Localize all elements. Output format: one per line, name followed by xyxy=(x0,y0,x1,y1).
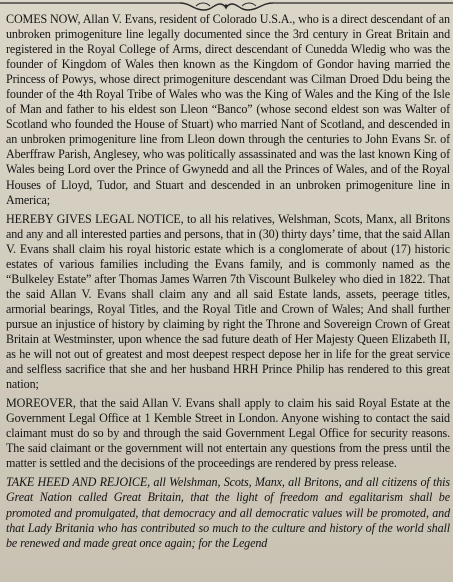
legal-notice-text xyxy=(6,12,450,555)
paragraph-lead: HEREBY GIVES LEGAL NOTICE, xyxy=(6,211,184,226)
page-bottom-fade xyxy=(0,576,453,582)
paragraph-body: to all his relatives, Welshman, Scots, Manx, all Britons and any and all interested parties and persons, that in (30) thirty days’ time, that the said Allan V. Evans shall claim his royal historic estate which is a conglomerate of about (17) historic estates of various families including the Evans family, and is commonly named as the “Bulkeley Estate” after Thomas James Warren 7th Viscount Bulkeley who died in 1822. That the said Allan V. Evans shall claim any and all said Estate lands, assets, peerage titles, armorial bearings, Royal Titles, and the Royal Title and Crown of Wales; And shall further pursue an injustice of history by claiming by right the Throne and Sovereign Crown of Great Britain at Westminster, upon whence the sad future death of Her Majesty Queen Elizabeth II, as he will not out of greatest and most deepest respect depose her in life for the great service and selfless sacrifice that she and her husband HRH Prince Philip has rendered to this great nation; xyxy=(6,211,450,392)
paragraph-body: all Welshman, Scots, Manx, all Britons, and all citizens of this Great Nation called Great Britain, that the light of freedom and egalitarism shall be promoted and promulgated, that democracy and all democratic values will be promoted, and that Lady Britania who has contributed so much to the culture and history of the world shall be renewed and made great once again; for the Legend xyxy=(6,475,450,550)
paragraph-comes-now xyxy=(6,12,450,208)
paragraph-lead: TAKE HEED AND REJOICE, xyxy=(6,475,151,490)
paragraph-take-heed-and-rejoice xyxy=(6,475,450,550)
paragraph-body: that the said Allan V. Evans shall apply to claim his said Royal Estate at the Government Legal Office at 1 Kemble Street in London. Anyone wishing to contact the said claimant must do so by and through the said Government Legal Office for security reasons. The said claimant or the government will not entertain any questions from the press until the matter is settled and the decisions of the proceedings are rendered by press release. xyxy=(6,396,450,471)
paragraph-moreover xyxy=(6,396,450,471)
paragraph-body: Allan V. Evans, resident of Colorado U.S.A., who is a direct descendant of an unbroken primogeniture line legally documented since the 3rd century in Great Britain and registered in the Royal College of Arms, direct descendant of Cunedda Wledig who was the founder of Kingdom of Wales then known as the Kingdom of Gondor having married the Princess of Powys, whose direct primogeniture descendant was Cilman Droed Ddu being the founder of the 4th Royal Tribe of Wales who was the King of Wales and the King of the Isle of Man and father to his eldest son Lleon “Banco” (whose second eldest son was Walter of Scotland who founded the House of Stuart) who married Nant of Scotland, and descended in an unbroken primogeniture line from Lleon down through the centuries to John Evans Sr. of Aberffraw Parish, Anglesey, who was politically assassinated and was the last known King of Wales being Lord over the Prince of Gwynedd and all the Princes of Wales, and of the Royal Houses of Lloyd, Tudor, and Stuart and descended in an unbroken primogeniture line in America; xyxy=(6,12,450,207)
paragraph-lead: COMES NOW, xyxy=(6,12,81,26)
paragraph-hereby-gives-legal-notice xyxy=(6,212,450,393)
paragraph-lead: MOREOVER, xyxy=(6,396,76,411)
